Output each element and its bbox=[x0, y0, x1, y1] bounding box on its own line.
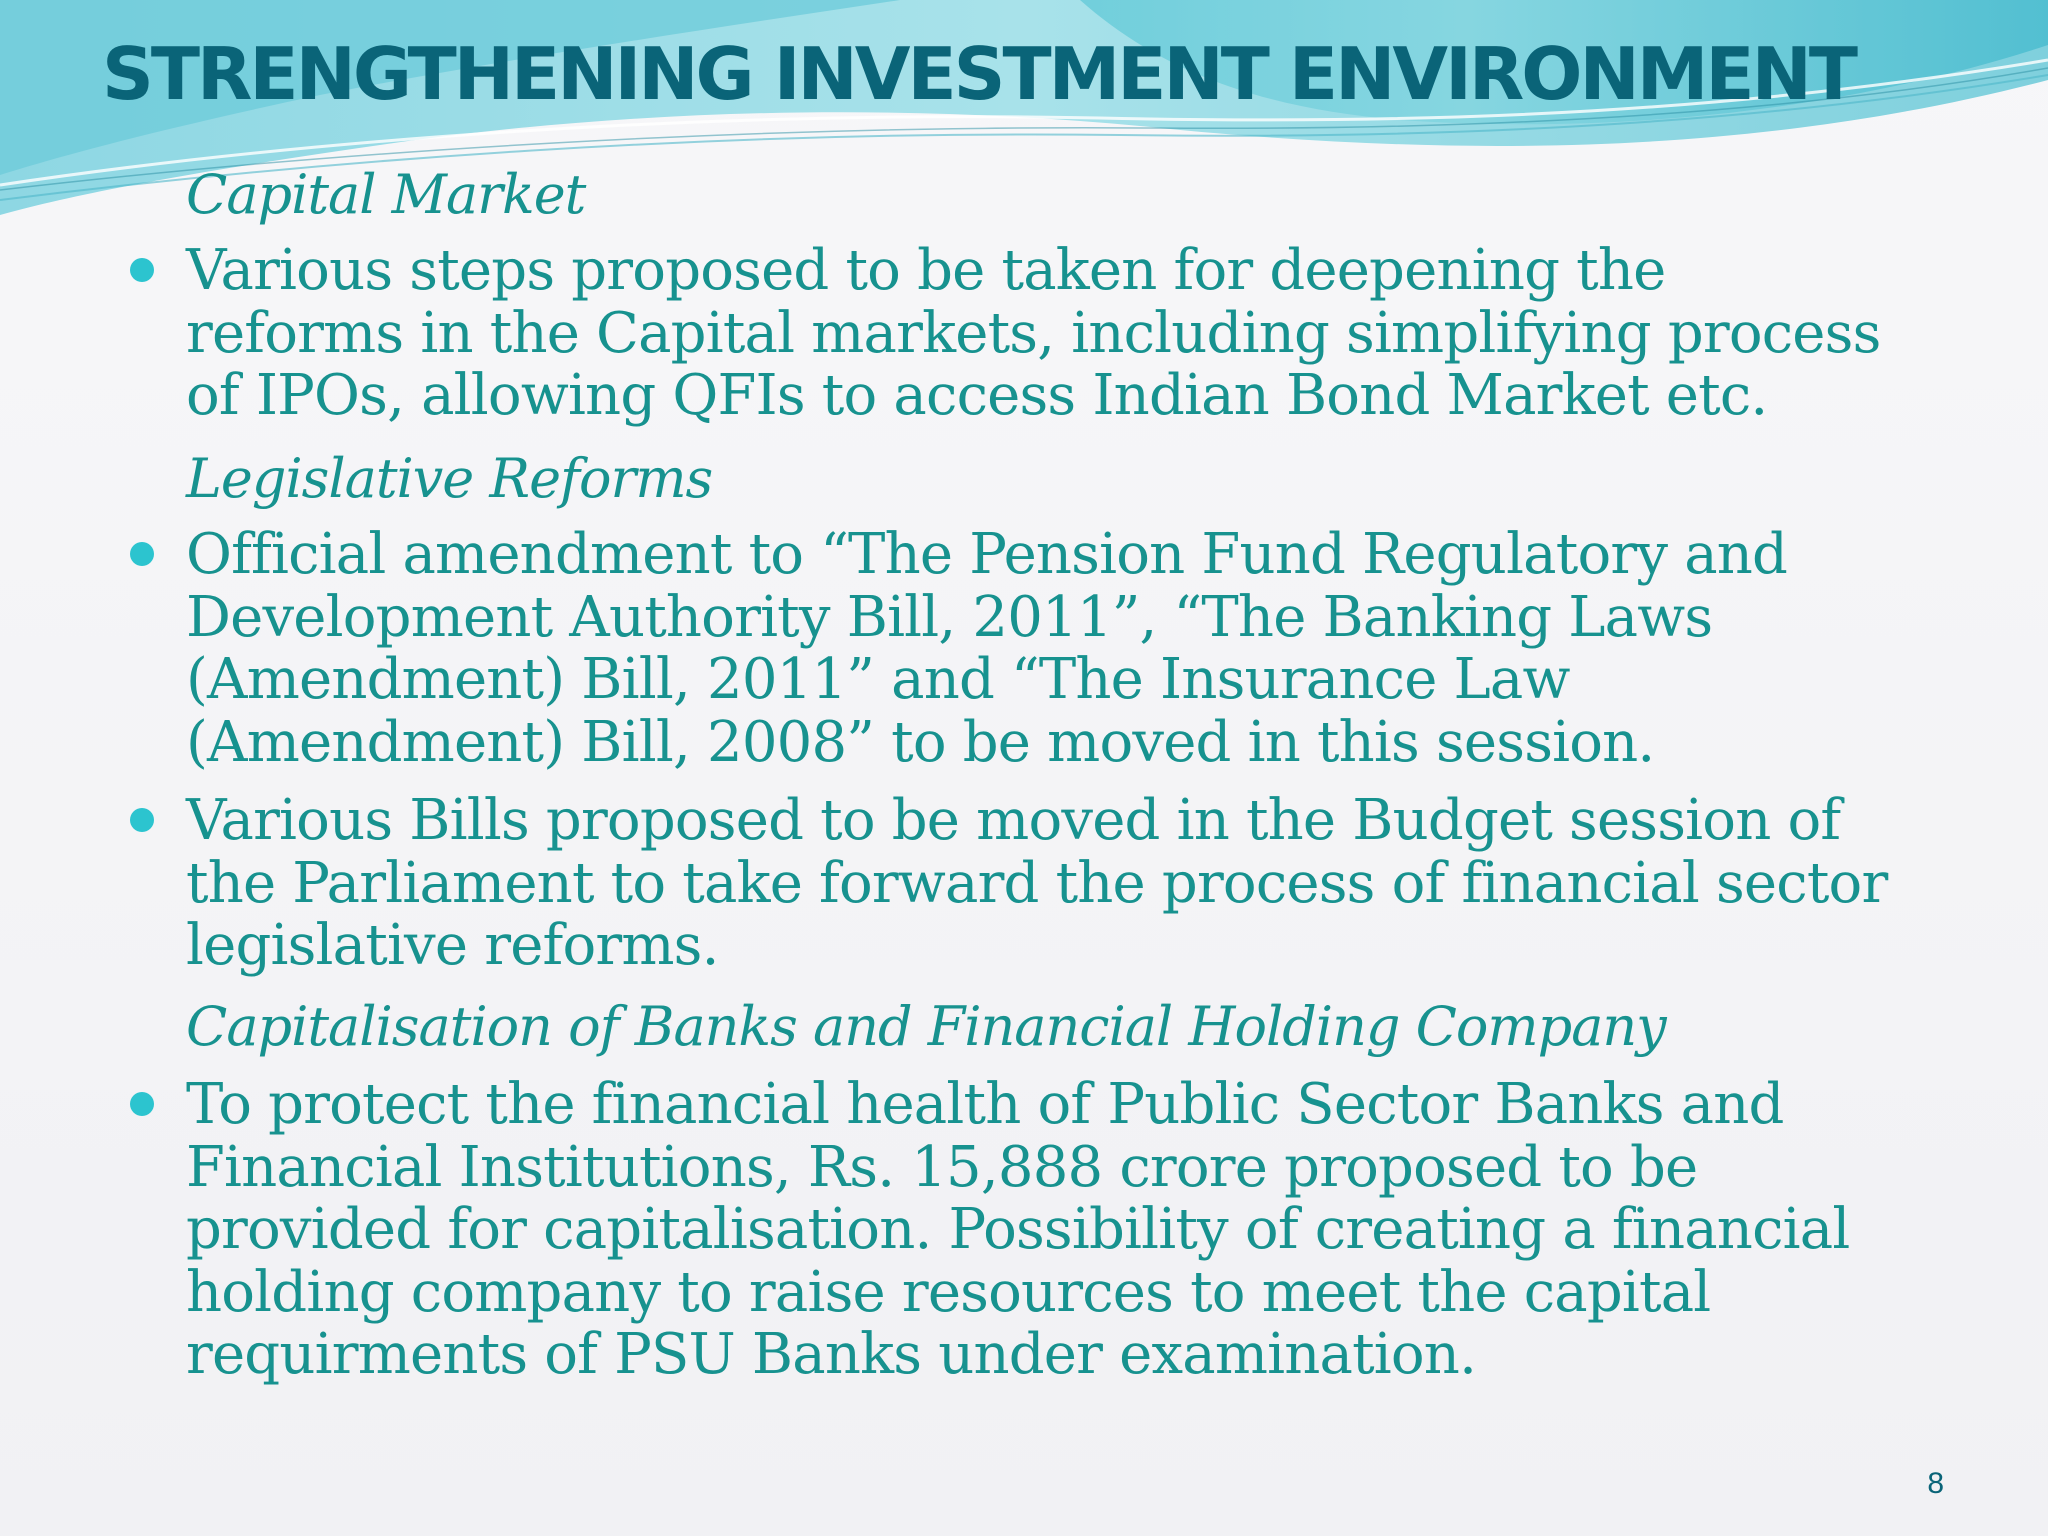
slide-title: STRENGTHENING INVESTMENT ENVIRONMENT bbox=[102, 32, 1855, 116]
bullet-line: legislative reforms. bbox=[186, 913, 719, 978]
section-heading-capital-market: Capital Market bbox=[186, 163, 586, 226]
bullet-line: Development Authority Bill, 2011”, “The Banking Laws bbox=[186, 584, 1713, 650]
bullet-line: the Parliament to take forward the process of financial sector bbox=[186, 850, 1888, 916]
bullet-line: requirments of PSU Banks under examination. bbox=[186, 1322, 1477, 1387]
bullet-dot-icon bbox=[130, 542, 154, 566]
bullet-capitalisation bbox=[186, 1074, 1986, 1387]
bullet-line: provided for capitalisation. Possibility of creating a financial bbox=[186, 1197, 1850, 1262]
bullet-line: To protect the financial health of Public Sector Banks and bbox=[186, 1072, 1784, 1137]
bullet-line: Various Bills proposed to be moved in the Budget session of bbox=[186, 788, 1841, 853]
bullet-dot-icon bbox=[130, 808, 154, 832]
page-number: 8 bbox=[1927, 1467, 1944, 1500]
bullet-dot-icon bbox=[130, 1092, 154, 1116]
bullet-line: Financial Institutions, Rs. 15,888 crore proposed to be bbox=[186, 1134, 1698, 1200]
bullet-line: (Amendment) Bill, 2011” and “The Insurance Law bbox=[186, 647, 1570, 712]
section-heading-capitalisation: Capitalisation of Banks and Financial Holding Company bbox=[186, 995, 1666, 1058]
bullet-line: reforms in the Capital markets, including simplifying process bbox=[186, 300, 1881, 366]
bullet-dot-icon bbox=[130, 258, 154, 282]
bullet-pension-fund-amendment bbox=[186, 524, 1986, 774]
bullet-line: of IPOs, allowing QFIs to access Indian Bond Market etc. bbox=[186, 363, 1768, 428]
section-heading-legislative-reforms: Legislative Reforms bbox=[186, 447, 713, 510]
bullet-capital-market bbox=[186, 240, 1986, 428]
bullet-line: Official amendment to “The Pension Fund Regulatory and bbox=[186, 522, 1788, 587]
bullet-line: (Amendment) Bill, 2008” to be moved in this session. bbox=[186, 709, 1655, 775]
bullet-line: holding company to raise resources to meet the capital bbox=[186, 1259, 1711, 1325]
bullet-line: Various steps proposed to be taken for deepening the bbox=[186, 238, 1666, 303]
bullet-budget-session-bills bbox=[186, 790, 1986, 978]
